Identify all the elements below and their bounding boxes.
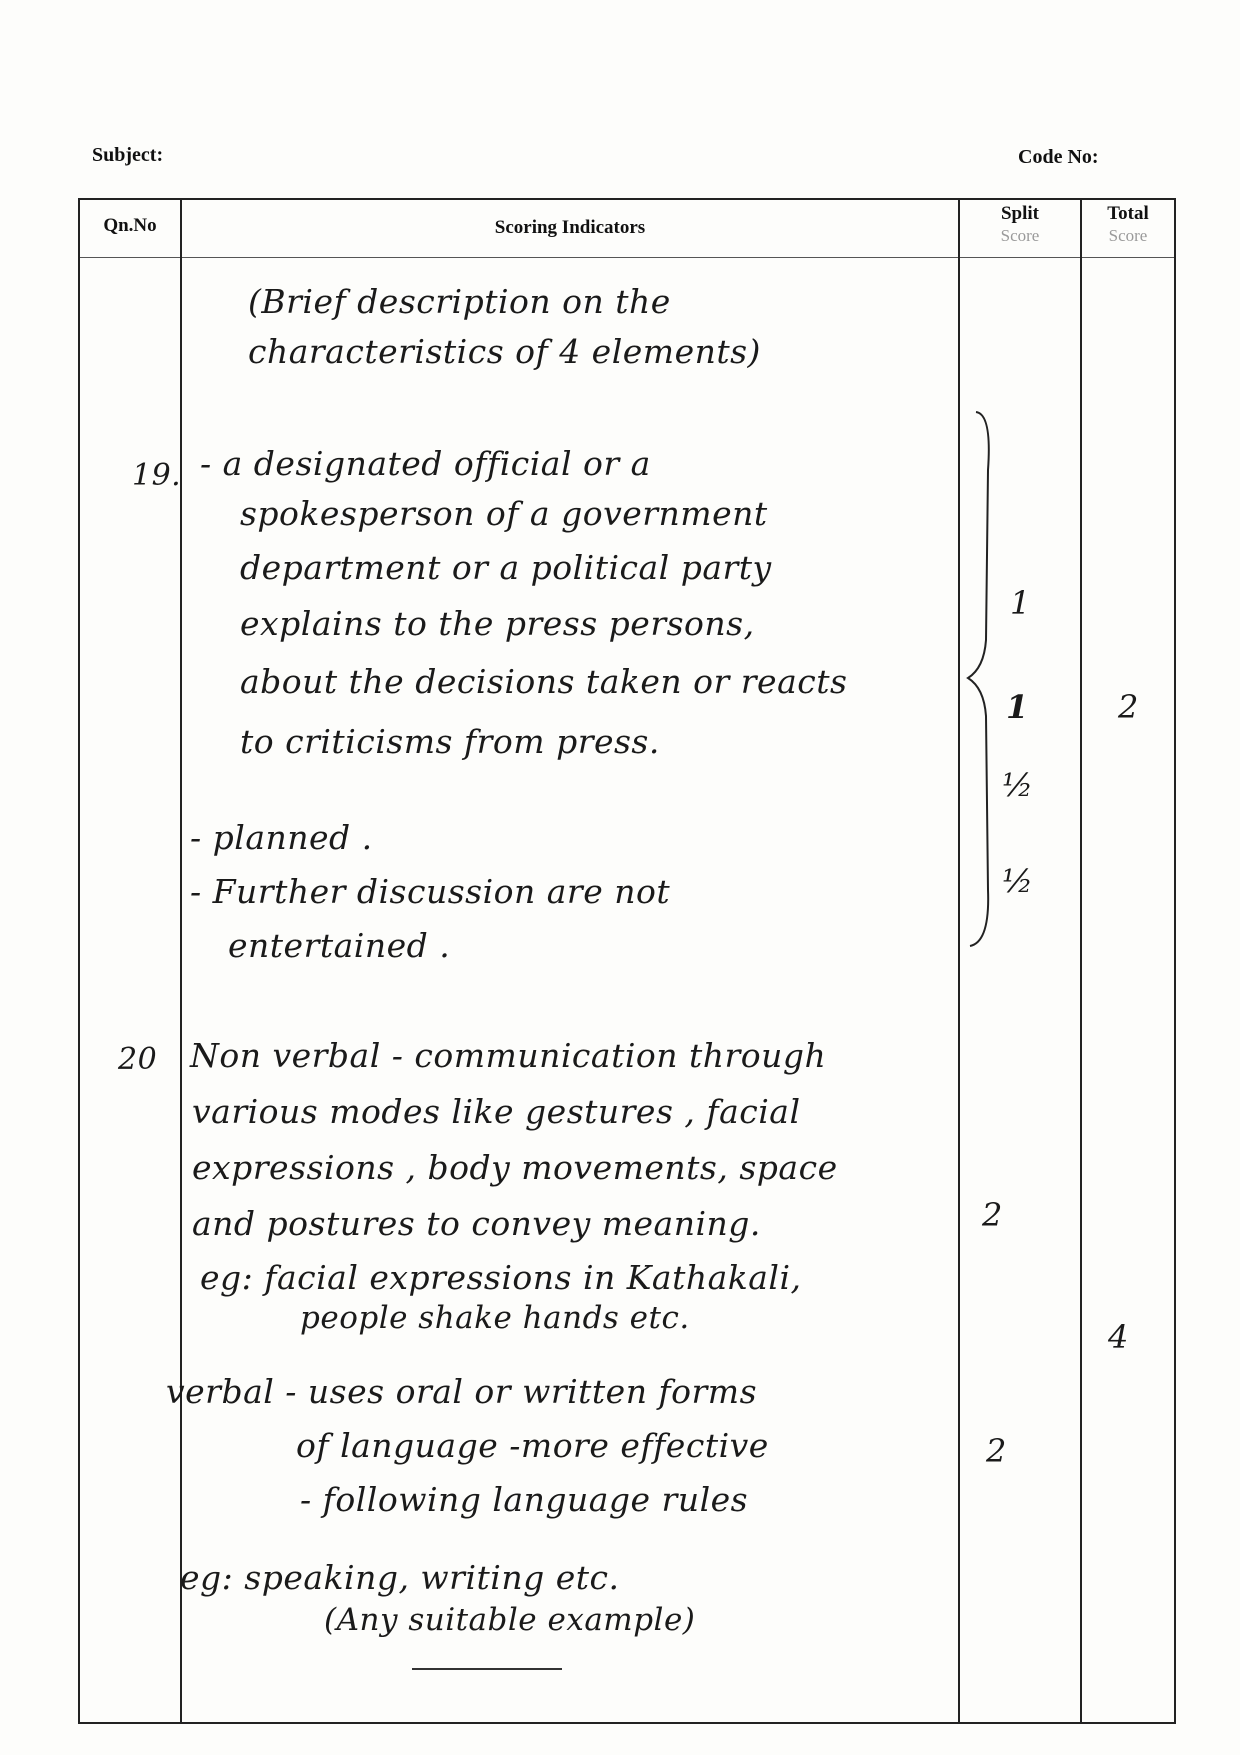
q20-line-8: of language -more effective	[296, 1426, 769, 1465]
q19-number: 19.	[132, 458, 182, 493]
q19-line-4: explains to the press persons,	[240, 604, 755, 643]
q20-line-1: Non verbal - communication through	[190, 1036, 827, 1075]
table-bottom-border	[78, 1722, 1176, 1724]
q19-split-score-3: ½	[1002, 766, 1034, 804]
q20-line-5: eg: facial expressions in Kathakali,	[200, 1258, 802, 1297]
table-left-border	[78, 198, 80, 1724]
q19-split-score-1: 1	[1010, 584, 1031, 622]
split-column-divider	[958, 198, 960, 1724]
q19-line-9: entertained .	[228, 926, 451, 965]
qn-column-divider	[180, 198, 182, 1724]
q19-line-6: to criticisms from press.	[240, 722, 660, 761]
q20-line-9: - following language rules	[300, 1480, 749, 1519]
intro-line-1: (Brief description on the	[248, 282, 671, 321]
q20-line-11: (Any suitable example)	[324, 1602, 696, 1638]
q20-line-2: various modes like gestures , facial	[192, 1092, 801, 1131]
total-header-label: Total	[1107, 203, 1149, 224]
code-number-label: Code No:	[1018, 146, 1099, 168]
subject-label: Subject:	[92, 144, 164, 166]
q20-line-10: eg: speaking, writing etc.	[180, 1558, 620, 1597]
q20-line-4: and postures to convey meaning.	[192, 1204, 761, 1243]
q20-total-score: 4	[1108, 1318, 1129, 1356]
q20-line-7: verbal - uses oral or written forms	[166, 1372, 758, 1411]
total-score-header	[1082, 203, 1174, 247]
q20-split-score-1: 2	[982, 1196, 1003, 1234]
q20-split-score-2: 2	[986, 1432, 1007, 1470]
q19-total-score: 2	[1118, 688, 1139, 726]
split-score-header	[962, 203, 1078, 247]
total-column-divider	[1080, 198, 1082, 1724]
q19-line-8: - Further discussion are not	[190, 872, 671, 911]
example-underline	[412, 1668, 562, 1670]
q19-line-5: about the decisions taken or reacts	[240, 662, 848, 701]
q20-number: 20	[118, 1042, 158, 1077]
q19-line-3: department or a political party	[240, 548, 772, 587]
q19-split-score-4: ½	[1002, 862, 1034, 900]
q19-curly-brace	[964, 410, 1004, 950]
split-header-label: Split	[1000, 203, 1040, 224]
table-header-divider	[78, 257, 1176, 258]
total-header-sublabel: Score	[1108, 226, 1148, 245]
table-right-border	[1174, 198, 1176, 1724]
q19-line-2: spokesperson of a government	[240, 494, 768, 533]
q19-line-7: - planned .	[190, 818, 373, 857]
table-top-border	[78, 198, 1176, 200]
q19-split-score-2: 1	[1006, 688, 1029, 726]
q20-line-6: people shake hands etc.	[300, 1300, 690, 1336]
q20-line-3: expressions , body movements, space	[192, 1148, 838, 1187]
q19-line-1: - a designated official or a	[200, 444, 651, 483]
intro-line-2: characteristics of 4 elements)	[248, 332, 761, 371]
scoring-indicators-header: Scoring Indicators	[494, 217, 646, 238]
qn-no-header: Qn.No	[103, 215, 157, 236]
split-header-sublabel: Score	[1000, 226, 1040, 245]
